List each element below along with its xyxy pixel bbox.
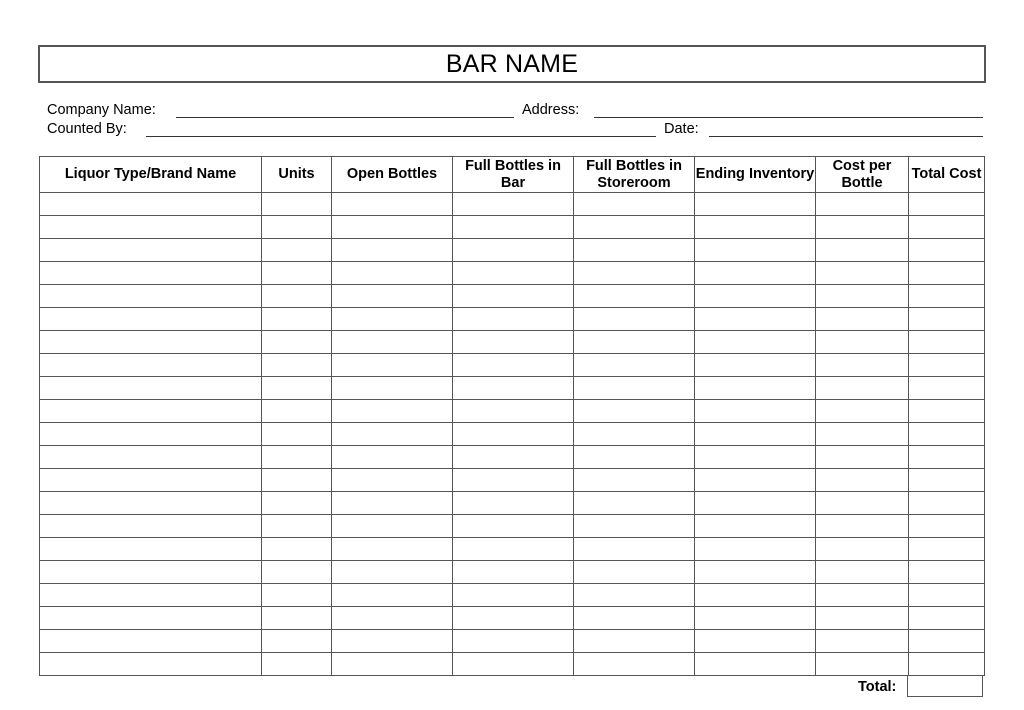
table-cell[interactable] — [695, 193, 816, 216]
table-cell[interactable] — [695, 216, 816, 239]
table-cell[interactable] — [453, 538, 574, 561]
date-label: Date: — [664, 121, 699, 137]
table-cell[interactable] — [262, 492, 332, 515]
table-cell[interactable] — [574, 584, 695, 607]
table-cell[interactable] — [262, 515, 332, 538]
table-cell[interactable] — [816, 285, 909, 308]
table-cell[interactable] — [574, 446, 695, 469]
table-cell[interactable] — [453, 377, 574, 400]
table-cell[interactable] — [695, 630, 816, 653]
table-cell[interactable] — [909, 354, 985, 377]
address-field[interactable] — [594, 117, 983, 118]
table-row — [40, 331, 985, 354]
table-cell[interactable] — [40, 377, 262, 400]
column-header: Total Cost — [909, 157, 985, 193]
table-cell[interactable] — [574, 469, 695, 492]
table-row — [40, 653, 985, 676]
table-row — [40, 515, 985, 538]
table-cell[interactable] — [262, 423, 332, 446]
column-header: Ending Inventory — [695, 157, 816, 193]
table-cell[interactable] — [332, 354, 453, 377]
table-cell[interactable] — [332, 492, 453, 515]
table-cell[interactable] — [909, 515, 985, 538]
column-header: Open Bottles — [332, 157, 453, 193]
table-cell[interactable] — [816, 446, 909, 469]
table-cell[interactable] — [574, 239, 695, 262]
table-cell[interactable] — [816, 561, 909, 584]
table-cell[interactable] — [332, 423, 453, 446]
table-cell[interactable] — [574, 285, 695, 308]
table-cell[interactable] — [574, 193, 695, 216]
table-cell[interactable] — [909, 423, 985, 446]
table-cell[interactable] — [453, 492, 574, 515]
table-cell[interactable] — [909, 262, 985, 285]
table-cell[interactable] — [909, 492, 985, 515]
document-title: BAR NAME — [445, 50, 579, 78]
table-cell[interactable] — [574, 308, 695, 331]
table-cell[interactable] — [574, 354, 695, 377]
table-row — [40, 469, 985, 492]
table-cell[interactable] — [695, 469, 816, 492]
table-cell[interactable] — [332, 193, 453, 216]
table-row — [40, 262, 985, 285]
table-cell[interactable] — [695, 423, 816, 446]
table-cell[interactable] — [332, 377, 453, 400]
counted-by-field[interactable] — [146, 136, 656, 137]
table-cell[interactable] — [262, 607, 332, 630]
header-row — [40, 157, 985, 193]
table-cell[interactable] — [332, 262, 453, 285]
table-cell[interactable] — [332, 308, 453, 331]
table-row — [40, 446, 985, 469]
table-cell[interactable] — [816, 262, 909, 285]
table-cell[interactable] — [695, 400, 816, 423]
table-cell[interactable] — [332, 653, 453, 676]
table-cell[interactable] — [332, 469, 453, 492]
table-cell[interactable] — [574, 216, 695, 239]
table-cell[interactable] — [453, 630, 574, 653]
table-cell[interactable] — [816, 607, 909, 630]
table-cell[interactable] — [453, 354, 574, 377]
table-cell[interactable] — [909, 216, 985, 239]
table-cell[interactable] — [909, 400, 985, 423]
table-cell[interactable] — [816, 469, 909, 492]
table-cell[interactable] — [816, 216, 909, 239]
table-cell[interactable] — [909, 538, 985, 561]
table-cell[interactable] — [262, 216, 332, 239]
table-cell[interactable] — [40, 607, 262, 630]
table-cell[interactable] — [816, 584, 909, 607]
table-cell[interactable] — [574, 630, 695, 653]
table-cell[interactable] — [816, 653, 909, 676]
table-cell[interactable] — [453, 216, 574, 239]
table-cell[interactable] — [453, 400, 574, 423]
table-cell[interactable] — [695, 607, 816, 630]
table-cell[interactable] — [332, 538, 453, 561]
table-cell[interactable] — [332, 561, 453, 584]
table-cell[interactable] — [262, 262, 332, 285]
table-cell[interactable] — [453, 239, 574, 262]
table-cell[interactable] — [332, 239, 453, 262]
table-cell[interactable] — [262, 308, 332, 331]
table-row — [40, 630, 985, 653]
table-cell[interactable] — [332, 607, 453, 630]
table-row — [40, 607, 985, 630]
table-row — [40, 561, 985, 584]
table-cell[interactable] — [816, 492, 909, 515]
table-cell[interactable] — [40, 285, 262, 308]
table-cell[interactable] — [262, 584, 332, 607]
table-cell[interactable] — [816, 193, 909, 216]
table-row — [40, 400, 985, 423]
table-cell[interactable] — [816, 331, 909, 354]
table-cell[interactable] — [40, 630, 262, 653]
table-cell[interactable] — [695, 538, 816, 561]
table-cell[interactable] — [40, 239, 262, 262]
table-row — [40, 308, 985, 331]
table-cell[interactable] — [40, 538, 262, 561]
table-cell[interactable] — [574, 423, 695, 446]
table-cell[interactable] — [332, 285, 453, 308]
table-cell[interactable] — [453, 262, 574, 285]
table-cell[interactable] — [695, 239, 816, 262]
table-cell[interactable] — [453, 607, 574, 630]
table-cell[interactable] — [40, 354, 262, 377]
table-row — [40, 377, 985, 400]
table-cell[interactable] — [262, 446, 332, 469]
table-cell[interactable] — [40, 515, 262, 538]
table-cell[interactable] — [909, 331, 985, 354]
table-cell[interactable] — [40, 216, 262, 239]
column-header: Cost per Bottle — [816, 157, 909, 193]
column-header: Liquor Type/Brand Name — [40, 157, 262, 193]
table-row — [40, 354, 985, 377]
table-cell[interactable] — [262, 377, 332, 400]
table-cell[interactable] — [695, 262, 816, 285]
table-cell[interactable] — [262, 331, 332, 354]
table-cell[interactable] — [262, 400, 332, 423]
table-cell[interactable] — [695, 446, 816, 469]
table-cell[interactable] — [453, 561, 574, 584]
table-cell[interactable] — [332, 400, 453, 423]
table-cell[interactable] — [909, 239, 985, 262]
table-cell[interactable] — [40, 469, 262, 492]
table-cell[interactable] — [909, 469, 985, 492]
column-header: Full Bottles in Storeroom — [574, 157, 695, 193]
table-row — [40, 538, 985, 561]
table-cell[interactable] — [816, 630, 909, 653]
table-cell[interactable] — [40, 561, 262, 584]
table-cell[interactable] — [695, 308, 816, 331]
table-body — [40, 193, 985, 676]
table-cell[interactable] — [909, 653, 985, 676]
inventory-table — [39, 156, 985, 676]
table-cell[interactable] — [695, 377, 816, 400]
table-cell[interactable] — [453, 653, 574, 676]
table-cell[interactable] — [332, 331, 453, 354]
table-cell[interactable] — [332, 584, 453, 607]
table-cell[interactable] — [909, 446, 985, 469]
company-name-field[interactable] — [176, 117, 514, 118]
total-label: Total: — [858, 679, 897, 695]
table-row — [40, 285, 985, 308]
table-cell[interactable] — [816, 377, 909, 400]
table-cell[interactable] — [574, 538, 695, 561]
table-row — [40, 584, 985, 607]
table-row — [40, 216, 985, 239]
table-cell[interactable] — [332, 515, 453, 538]
table-cell[interactable] — [574, 653, 695, 676]
table-cell[interactable] — [574, 561, 695, 584]
table-cell[interactable] — [816, 239, 909, 262]
date-field[interactable] — [709, 136, 983, 137]
table-cell[interactable] — [332, 216, 453, 239]
table-cell[interactable] — [40, 262, 262, 285]
table-cell[interactable] — [909, 607, 985, 630]
table-cell[interactable] — [262, 193, 332, 216]
table-cell[interactable] — [453, 331, 574, 354]
table-cell[interactable] — [40, 331, 262, 354]
table-cell[interactable] — [262, 538, 332, 561]
table-cell[interactable] — [453, 285, 574, 308]
table-cell[interactable] — [909, 630, 985, 653]
table-row — [40, 423, 985, 446]
table-cell[interactable] — [262, 469, 332, 492]
table-cell[interactable] — [574, 492, 695, 515]
table-cell[interactable] — [453, 423, 574, 446]
table-cell[interactable] — [816, 400, 909, 423]
table-cell[interactable] — [40, 653, 262, 676]
table-cell[interactable] — [40, 193, 262, 216]
table-cell[interactable] — [262, 239, 332, 262]
counted-by-label: Counted By: — [47, 121, 127, 137]
table-cell[interactable] — [262, 285, 332, 308]
column-header: Full Bottles in Bar — [453, 157, 574, 193]
table-cell[interactable] — [453, 469, 574, 492]
table-cell[interactable] — [262, 561, 332, 584]
column-header: Units — [262, 157, 332, 193]
table-cell[interactable] — [909, 308, 985, 331]
table-cell[interactable] — [909, 285, 985, 308]
table-cell[interactable] — [695, 331, 816, 354]
title-box — [38, 45, 986, 83]
table-cell[interactable] — [816, 308, 909, 331]
table-cell[interactable] — [816, 423, 909, 446]
table-cell[interactable] — [695, 561, 816, 584]
table-cell[interactable] — [909, 193, 985, 216]
table-row — [40, 492, 985, 515]
table-cell[interactable] — [695, 285, 816, 308]
table-cell[interactable] — [695, 492, 816, 515]
table-cell[interactable] — [695, 515, 816, 538]
table-cell[interactable] — [695, 653, 816, 676]
table-cell[interactable] — [453, 584, 574, 607]
company-name-label: Company Name: — [47, 102, 156, 118]
table-cell[interactable] — [40, 400, 262, 423]
table-cell[interactable] — [262, 354, 332, 377]
table-cell[interactable] — [332, 630, 453, 653]
table-cell[interactable] — [816, 354, 909, 377]
table-cell[interactable] — [574, 331, 695, 354]
table-cell[interactable] — [453, 308, 574, 331]
address-label: Address: — [522, 102, 580, 118]
table-cell[interactable] — [40, 423, 262, 446]
table-cell[interactable] — [574, 377, 695, 400]
table-cell[interactable] — [40, 446, 262, 469]
total-cell[interactable] — [907, 675, 983, 697]
table-cell[interactable] — [40, 584, 262, 607]
table-cell[interactable] — [574, 515, 695, 538]
table-cell[interactable] — [453, 515, 574, 538]
table-cell[interactable] — [262, 653, 332, 676]
table-cell[interactable] — [909, 584, 985, 607]
table-cell[interactable] — [262, 630, 332, 653]
table-cell[interactable] — [332, 446, 453, 469]
table-row — [40, 239, 985, 262]
table-cell[interactable] — [453, 446, 574, 469]
table-cell[interactable] — [909, 561, 985, 584]
table-cell[interactable] — [574, 262, 695, 285]
table-cell[interactable] — [695, 354, 816, 377]
table-cell[interactable] — [574, 607, 695, 630]
table-cell[interactable] — [40, 492, 262, 515]
table-cell[interactable] — [453, 193, 574, 216]
table-cell[interactable] — [909, 377, 985, 400]
table-cell[interactable] — [40, 308, 262, 331]
table-cell[interactable] — [695, 584, 816, 607]
table-cell[interactable] — [816, 538, 909, 561]
table-cell[interactable] — [574, 400, 695, 423]
table-row — [40, 193, 985, 216]
table-cell[interactable] — [816, 515, 909, 538]
